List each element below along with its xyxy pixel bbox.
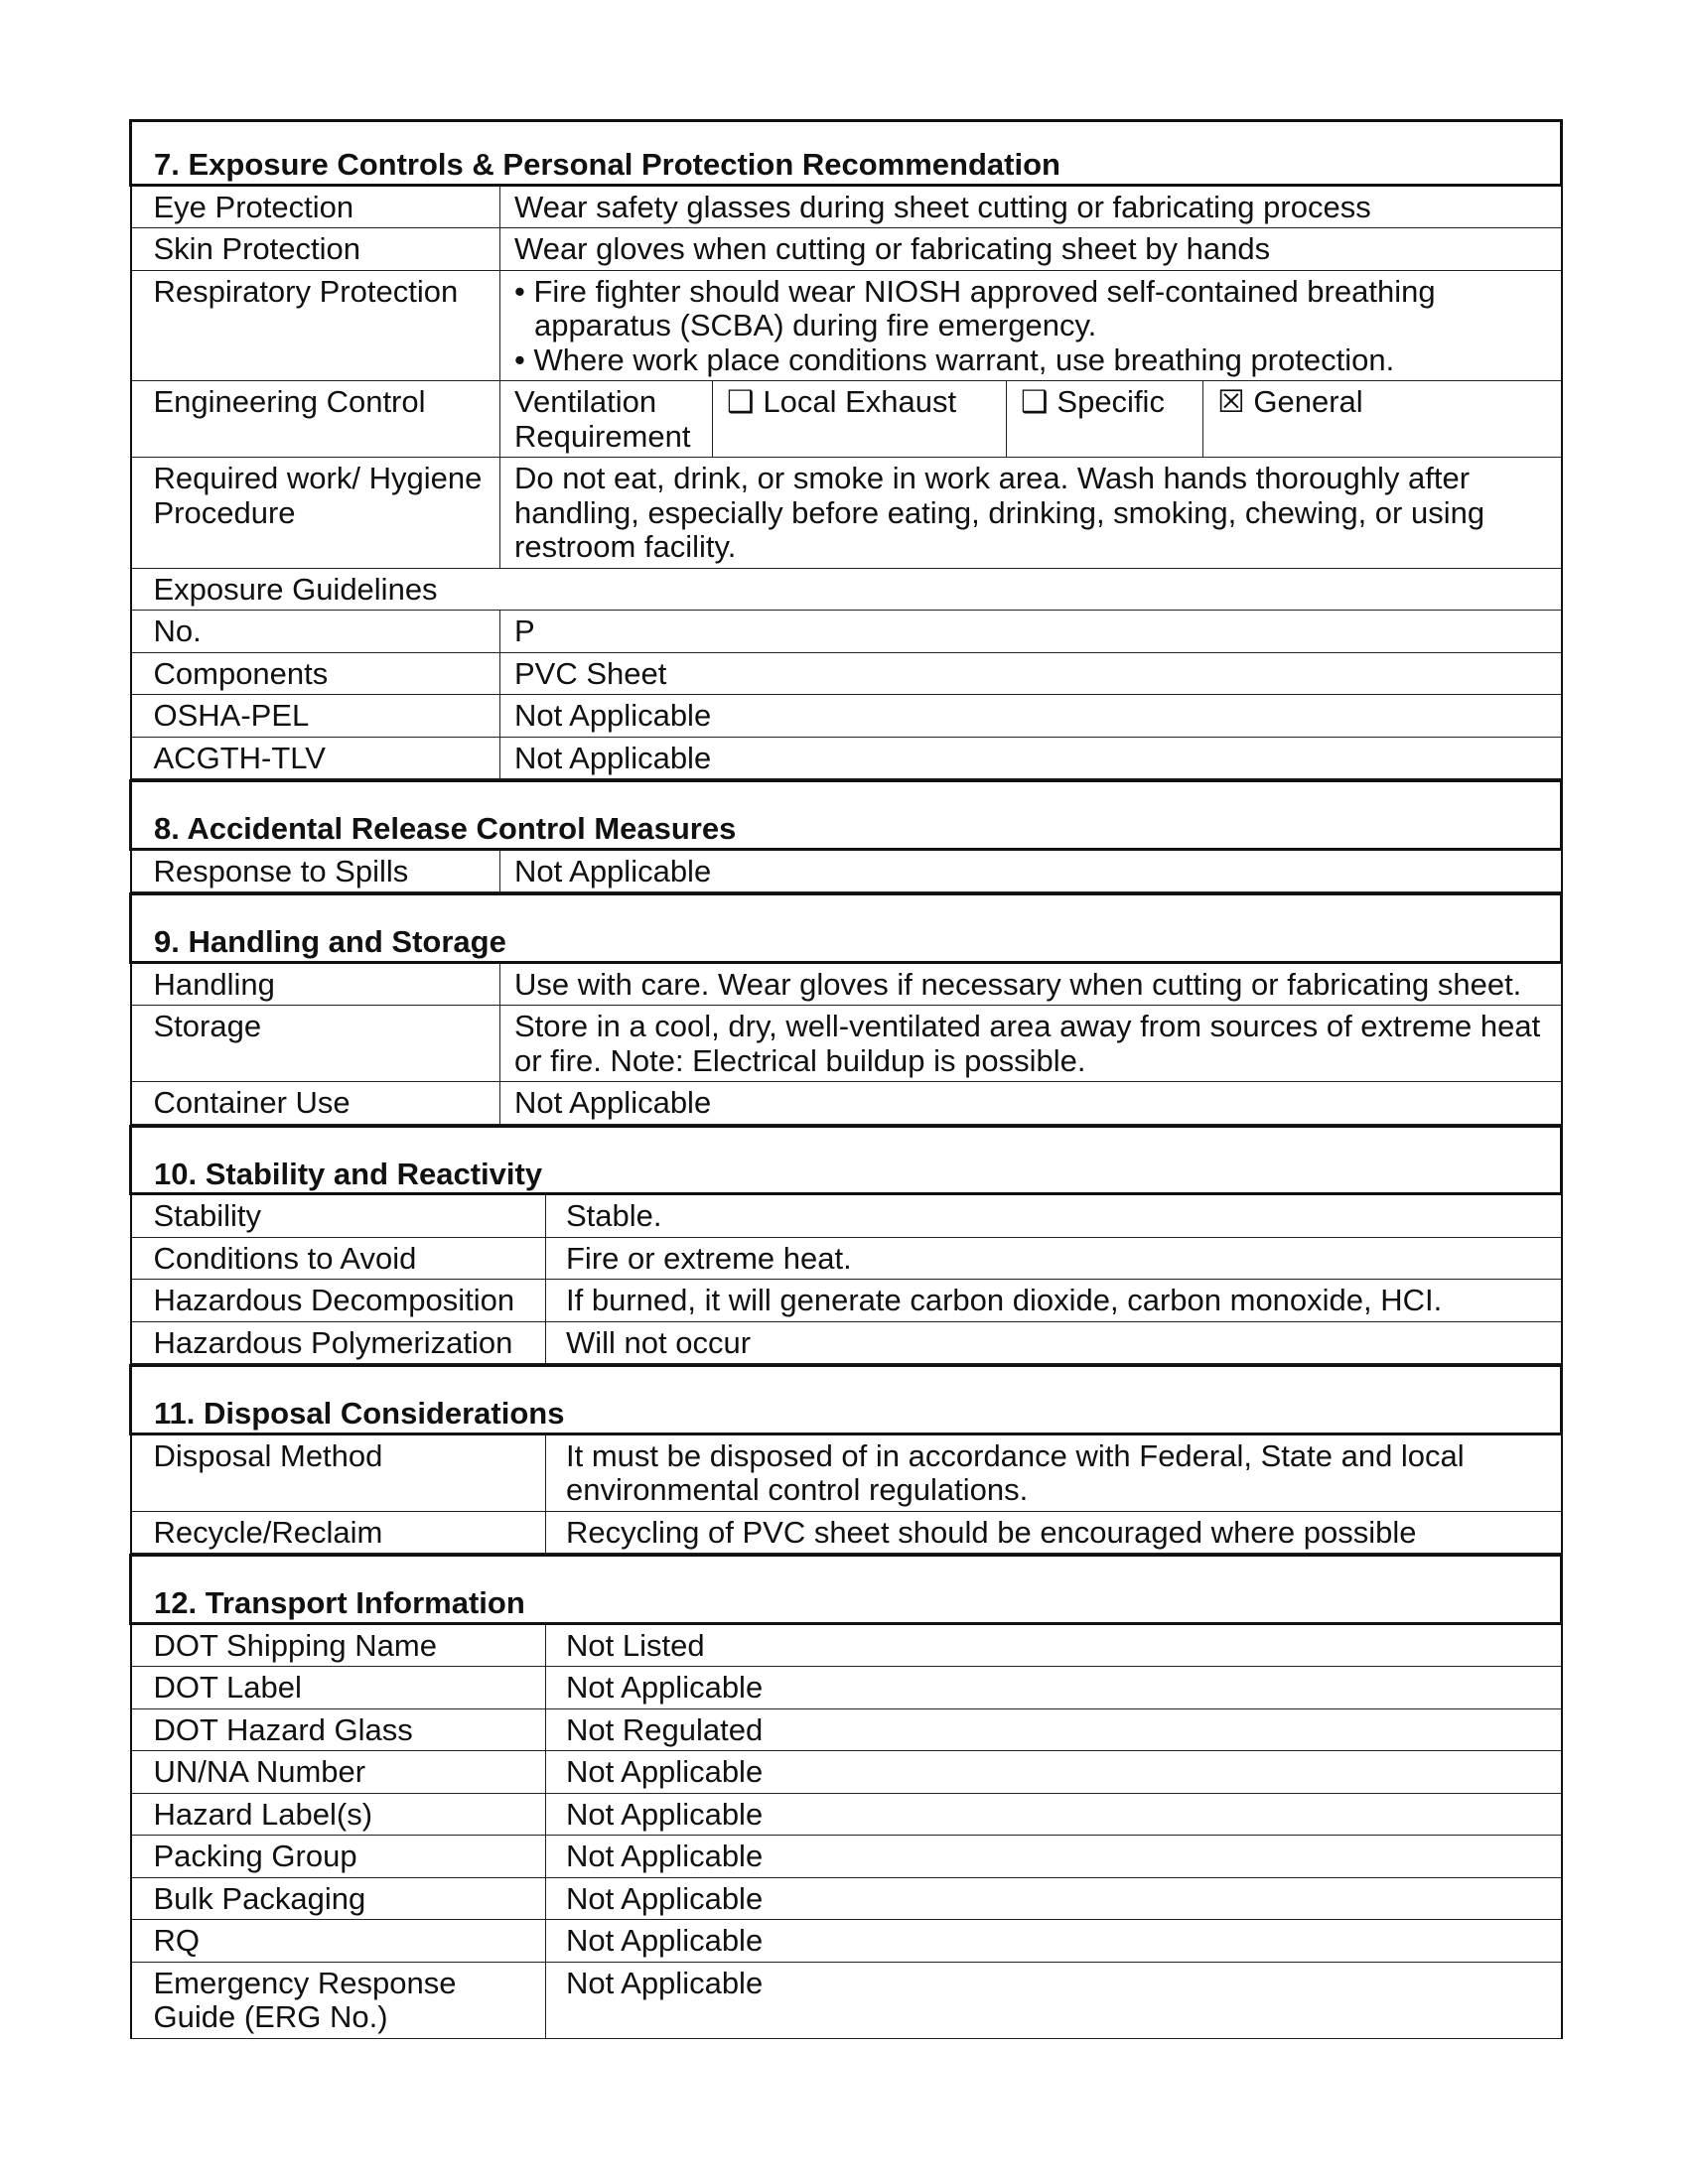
table-row: [131, 849, 1562, 892]
section-9-table: [129, 892, 1563, 1125]
section-9-title: 9. Handling and Storage: [131, 894, 1562, 963]
table-row: [131, 1280, 1562, 1322]
row-value: Do not eat, drink, or smoke in work area. Wash hands thoroughly after handling, especially before eating, drinking, smoking, chewing, or using restroom facility.: [500, 458, 1562, 569]
row-label: Disposal Method: [131, 1433, 546, 1511]
table-row: [131, 1194, 1562, 1238]
row-value: Not Applicable: [546, 1667, 1562, 1709]
row-label: Stability: [131, 1194, 546, 1238]
section-11-table: [129, 1364, 1563, 1554]
row-value: If burned, it will generate carbon dioxide, carbon monoxide, HCI.: [546, 1280, 1562, 1322]
table-row: [131, 1623, 1562, 1667]
table-row: [131, 1082, 1562, 1125]
section-12-table: [129, 1554, 1563, 2039]
table-row: [131, 1006, 1562, 1082]
table-row: [131, 1433, 1562, 1511]
row-value: It must be disposed of in accordance with Federal, State and local environmental control regulations.: [546, 1433, 1562, 1511]
row-value: Will not occur: [546, 1321, 1562, 1364]
table-row: [131, 458, 1562, 569]
row-label: ACGTH-TLV: [131, 737, 500, 779]
row-label: OSHA-PEL: [131, 695, 500, 738]
table-row: [131, 1751, 1562, 1794]
row-label: Hazardous Decomposition: [131, 1280, 546, 1322]
row-value: Not Applicable: [546, 1751, 1562, 1794]
row-value: PVC Sheet: [500, 652, 1562, 695]
row-label: DOT Label: [131, 1667, 546, 1709]
row-label: No.: [131, 611, 500, 653]
table-row: [131, 1962, 1562, 2038]
specific-checkbox: [1007, 381, 1203, 457]
row-label: Packing Group: [131, 1836, 546, 1878]
row-label: DOT Hazard Glass: [131, 1708, 546, 1751]
row-value: Use with care. Wear gloves if necessary when cutting or fabricating sheet.: [500, 962, 1562, 1006]
general-checkbox-checked: [1203, 381, 1561, 457]
section-12-title: 12. Transport Information: [131, 1556, 1562, 1624]
local-exhaust-label: ❑ Local Exhaust: [727, 384, 957, 419]
row-label: Container Use: [131, 1082, 500, 1125]
table-row: [131, 652, 1562, 695]
ventilation-requirement-label: Ventilation Requirement: [500, 381, 713, 457]
table-row: [131, 1237, 1562, 1280]
table-row: [131, 1920, 1562, 1963]
row-value: Not Applicable: [546, 1793, 1562, 1836]
section-10-table: [129, 1125, 1563, 1365]
table-row: [131, 1877, 1562, 1920]
table-row: [131, 1511, 1562, 1554]
row-value: Not Applicable: [500, 695, 1562, 738]
section-7-table: [129, 119, 1563, 779]
row-label: Required work/ Hygiene Procedure: [131, 458, 500, 569]
row-label: Response to Spills: [131, 849, 500, 892]
general-label: ☒ General: [1217, 384, 1363, 419]
row-label: Respiratory Protection: [131, 270, 500, 381]
row-value: P: [500, 611, 1562, 653]
respiratory-bullet: • Where work place conditions warrant, use breathing protection.: [514, 341, 1395, 377]
row-label: Hazard Label(s): [131, 1793, 546, 1836]
respiratory-bullet: • Fire fighter should wear NIOSH approved self-contained breathing apparatus (SCBA) during fire emergency.: [514, 273, 1436, 342]
row-value: Wear safety glasses during sheet cutting or fabricating process: [500, 185, 1562, 228]
row-label: UN/NA Number: [131, 1751, 546, 1794]
table-row: [131, 1793, 1562, 1836]
row-label: Handling: [131, 962, 500, 1006]
table-row: [131, 270, 1562, 381]
table-row: [131, 737, 1562, 779]
table-row: [131, 962, 1562, 1006]
row-label: RQ: [131, 1920, 546, 1963]
row-label: Recycle/Reclaim: [131, 1511, 546, 1554]
exposure-guidelines-label: Exposure Guidelines: [131, 568, 1562, 611]
row-value: Not Applicable: [546, 1836, 1562, 1878]
msds-sheet: [129, 119, 1563, 2039]
row-label: Storage: [131, 1006, 500, 1082]
row-value: Fire or extreme heat.: [546, 1237, 1562, 1280]
row-label: Hazardous Polymerization: [131, 1321, 546, 1364]
section-7-title: 7. Exposure Controls & Personal Protection Recommendation: [131, 121, 1562, 186]
row-label: Conditions to Avoid: [131, 1237, 546, 1280]
section-8-table: [129, 779, 1563, 892]
engineering-control-cell: [500, 381, 1562, 458]
row-value: Stable.: [546, 1194, 1562, 1238]
row-value: Not Regulated: [546, 1708, 1562, 1751]
table-row: [131, 381, 1562, 458]
table-row: [131, 1836, 1562, 1878]
row-label: Components: [131, 652, 500, 695]
row-value: Not Applicable: [500, 737, 1562, 779]
section-11-title: 11. Disposal Considerations: [131, 1366, 1562, 1434]
row-value: Not Applicable: [546, 1877, 1562, 1920]
row-label: Skin Protection: [131, 228, 500, 271]
table-row: [131, 228, 1562, 271]
table-row: [131, 1667, 1562, 1709]
section-8-title: 8. Accidental Release Control Measures: [131, 781, 1562, 850]
row-label: DOT Shipping Name: [131, 1623, 546, 1667]
local-exhaust-checkbox: [713, 381, 1007, 457]
row-label: Eye Protection: [131, 185, 500, 228]
row-value: Not Listed: [546, 1623, 1562, 1667]
row-label: Engineering Control: [131, 381, 500, 458]
row-value: [500, 270, 1562, 381]
table-row: [131, 568, 1562, 611]
table-row: [131, 185, 1562, 228]
specific-label: ❑ Specific: [1021, 384, 1165, 419]
row-value: Not Applicable: [546, 1962, 1562, 2038]
row-value: Wear gloves when cutting or fabricating sheet by hands: [500, 228, 1562, 271]
row-value: Not Applicable: [500, 1082, 1562, 1125]
table-row: [131, 1708, 1562, 1751]
table-row: [131, 611, 1562, 653]
table-row: [131, 695, 1562, 738]
table-row: [131, 1321, 1562, 1364]
row-label: Bulk Packaging: [131, 1877, 546, 1920]
row-value: Recycling of PVC sheet should be encouraged where possible: [546, 1511, 1562, 1554]
row-value: Not Applicable: [500, 849, 1562, 892]
row-label: Emergency Response Guide (ERG No.): [131, 1962, 546, 2038]
row-value: Not Applicable: [546, 1920, 1562, 1963]
section-10-title: 10. Stability and Reactivity: [131, 1126, 1562, 1194]
row-value: Store in a cool, dry, well-ventilated area away from sources of extreme heat or fire. Note: Electrical buildup is possible.: [500, 1006, 1562, 1082]
